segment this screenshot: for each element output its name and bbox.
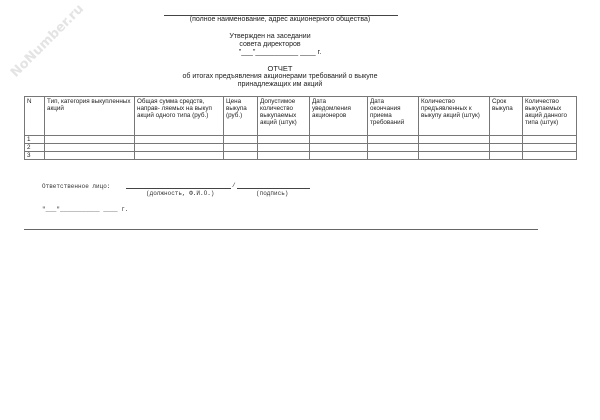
slash-separator: / xyxy=(232,182,236,189)
responsible-label: Ответственное лицо: xyxy=(42,183,111,190)
table-cell xyxy=(490,136,523,144)
report-subtitle-1: об итогах предъявления акционерами требований о выкупе xyxy=(182,73,378,80)
col-header-end-date: Дата окончания приема требований xyxy=(368,97,419,136)
table-cell xyxy=(310,144,368,152)
approved-text: Утвержден на заседании xyxy=(229,33,311,40)
row-number: 1 xyxy=(25,136,45,144)
table-cell xyxy=(258,144,310,152)
table-cell xyxy=(224,144,258,152)
report-table xyxy=(24,96,577,160)
approval-date: "___"___________ ____ г. xyxy=(238,49,322,56)
report-subtitle-2: принадлежащих им акций xyxy=(237,81,323,88)
table-cell xyxy=(419,152,490,160)
table-cell xyxy=(523,152,577,160)
table-cell xyxy=(310,136,368,144)
col-header-n: N xyxy=(25,97,45,136)
table-cell xyxy=(368,152,419,160)
table-cell xyxy=(45,144,135,152)
bottom-rule xyxy=(24,229,538,230)
table-cell xyxy=(419,144,490,152)
table-row xyxy=(25,136,577,144)
col-header-term: Срок выкупа xyxy=(490,97,523,136)
row-number: 3 xyxy=(25,152,45,160)
table-cell xyxy=(523,136,577,144)
col-header-price: Цена выкупа (руб.) xyxy=(224,97,258,136)
table-cell xyxy=(490,144,523,152)
table-cell xyxy=(490,152,523,160)
table-cell xyxy=(310,152,368,160)
table-cell xyxy=(258,136,310,144)
signature-caption: (подпись) xyxy=(256,190,289,197)
table-cell xyxy=(135,152,224,160)
table-cell xyxy=(224,152,258,160)
table-row xyxy=(25,144,577,152)
position-line xyxy=(126,188,231,189)
row-number: 2 xyxy=(25,144,45,152)
table-cell xyxy=(135,144,224,152)
table-cell xyxy=(419,136,490,144)
table-header-row xyxy=(25,97,577,136)
signature-line xyxy=(237,188,310,189)
table-row xyxy=(25,152,577,160)
table-cell xyxy=(45,136,135,144)
col-header-total-sum: Общая сумма средств, направ- ляемых на выкуп акций одного типа (руб.) xyxy=(135,97,224,136)
table-cell xyxy=(368,144,419,152)
col-header-presented-qty: Количество предъявленных к выкупу акций (штук) xyxy=(419,97,490,136)
table-cell xyxy=(368,136,419,144)
table-cell xyxy=(523,144,577,152)
table-cell xyxy=(224,136,258,144)
col-header-notice-date: Дата уведомления акционеров xyxy=(310,97,368,136)
col-header-allowed-qty: Допустимое количество выкупаемых акций (штук) xyxy=(258,97,310,136)
watermark: NoNumber.ru xyxy=(8,1,88,81)
table-cell xyxy=(135,136,224,144)
table-cell xyxy=(258,152,310,160)
table-cell xyxy=(45,152,135,160)
org-caption: (полное наименование, адрес акционерного общества) xyxy=(189,16,371,23)
col-header-bought-qty: Количество выкупаемых акций данного типа (штук) xyxy=(523,97,577,136)
footer-date: "___"___________ ____ г. xyxy=(42,206,129,213)
col-header-type: Тип, категория выкупленных акций xyxy=(45,97,135,136)
board-text: совета директоров xyxy=(239,41,301,48)
position-caption: (должность, Ф.И.О.) xyxy=(146,190,215,197)
report-title: ОТЧЕТ xyxy=(267,64,293,73)
